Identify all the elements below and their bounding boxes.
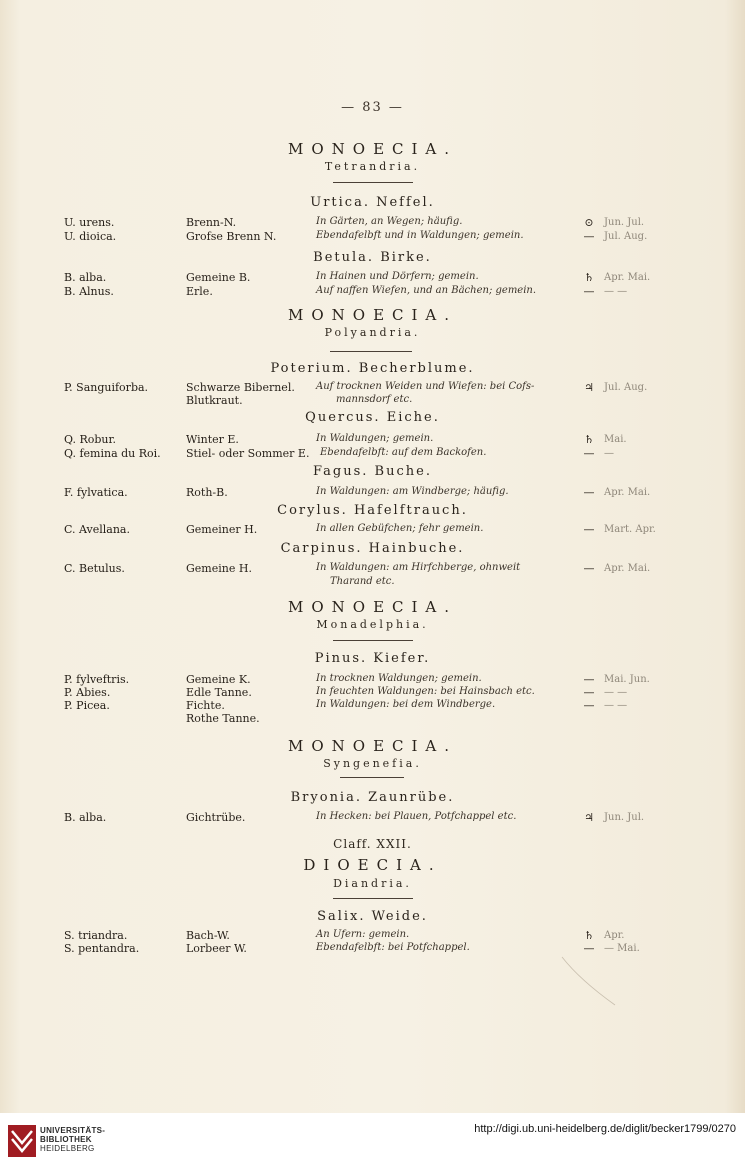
pencil-mark xyxy=(560,955,620,1015)
habitat: An Ufern: gemein. xyxy=(316,929,410,940)
german-name-alt: Blutkraut. xyxy=(186,394,243,407)
lifeform-symbol: — xyxy=(583,699,595,712)
logo-text-line2: BIBLIOTHEK xyxy=(40,1135,92,1144)
lifeform-symbol: — xyxy=(583,230,595,243)
german-name: Gemeine B. xyxy=(186,271,251,284)
flowering-months: Jul. Aug. xyxy=(604,231,648,242)
german-name: Schwarze Bibernel. xyxy=(186,381,295,394)
habitat-continued: Tharand etc. xyxy=(330,576,395,587)
species-name: P. fylveftris. xyxy=(64,673,130,686)
lifeform-symbol: ♄ xyxy=(584,929,594,942)
species-name: F. fylvatica. xyxy=(64,486,128,499)
divider xyxy=(333,640,413,641)
german-name: Erle. xyxy=(186,285,213,298)
lifeform-symbol: — xyxy=(583,486,595,499)
lifeform-symbol: — xyxy=(583,523,595,536)
page-number: — 83 — xyxy=(341,100,404,115)
class-heading: DIOECIA. xyxy=(303,856,442,874)
divider xyxy=(330,351,412,352)
flowering-months: Apr. Mai. xyxy=(604,563,651,574)
genus-heading: Corylus. Hafelftrauch. xyxy=(277,503,468,518)
source-url-link[interactable]: http://digi.ub.uni-heidelberg.de/diglit/becker1799/0270 xyxy=(474,1123,736,1135)
class-heading: MONOECIA. xyxy=(287,737,458,755)
flowering-months: Jul. Aug. xyxy=(604,382,648,393)
habitat: In Waldungen; gemein. xyxy=(316,433,434,444)
class-heading: MONOECIA. xyxy=(287,140,458,158)
species-name: S. triandra. xyxy=(64,929,128,942)
order-heading: Monadelphia. xyxy=(316,618,429,631)
lifeform-symbol: — xyxy=(583,942,595,955)
logo-text-line1: UNIVERSITÄTS- xyxy=(40,1126,106,1135)
flowering-months: — — xyxy=(604,286,628,297)
species-name: U. urens. xyxy=(64,216,115,229)
german-name: Edle Tanne. xyxy=(186,686,252,699)
habitat: Ebendafelbft: bei Potfchappel. xyxy=(316,942,470,953)
order-heading: Diandria. xyxy=(333,877,412,890)
flowering-months: Jun. Jul. xyxy=(604,217,645,228)
german-name: Fichte. xyxy=(186,699,225,712)
habitat: In Waldungen: am Hirfchberge, ohnweit xyxy=(316,562,521,573)
genus-heading: Betula. Birke. xyxy=(313,250,432,265)
genus-heading: Salix. Weide. xyxy=(317,909,428,924)
lifeform-symbol: ♃ xyxy=(584,381,594,394)
flowering-months: Apr. Mai. xyxy=(604,272,651,283)
german-name-alt: Rothe Tanne. xyxy=(186,712,260,725)
habitat: Auf trocknen Weiden und Wiefen: bei Cofs- xyxy=(316,381,535,392)
habitat: In allen Gebüfchen; fehr gemein. xyxy=(316,523,484,534)
flowering-months: — xyxy=(604,448,614,459)
divider xyxy=(333,898,413,899)
habitat: Auf naffen Wiefen, und an Bächen; gemein. xyxy=(316,285,537,296)
species-name: C. Avellana. xyxy=(64,523,130,536)
lifeform-symbol: ♃ xyxy=(584,811,594,824)
species-name: U. dioica. xyxy=(64,230,117,243)
german-name: Stiel- oder Sommer E. xyxy=(186,447,310,460)
genus-heading: Urtica. Neffel. xyxy=(310,195,435,210)
species-name: S. pentandra. xyxy=(64,942,140,955)
classis-label: Claff. XXII. xyxy=(333,837,412,851)
divider xyxy=(340,777,404,778)
habitat: In trocknen Waldungen; gemein. xyxy=(316,673,482,684)
german-name: Grofse Brenn N. xyxy=(186,230,277,243)
species-name: P. Sanguiforba. xyxy=(64,381,149,394)
species-name: Q. Robur. xyxy=(64,433,117,446)
genus-heading: Fagus. Buche. xyxy=(313,464,432,479)
genus-heading: Quercus. Eiche. xyxy=(305,410,440,425)
german-name: Gemeiner H. xyxy=(186,523,258,536)
german-name: Gichtrübe. xyxy=(186,811,246,824)
lifeform-symbol: ♄ xyxy=(584,433,594,446)
lifeform-symbol: — xyxy=(583,673,595,686)
habitat: In Hecken: bei Plauen, Potfchappel etc. xyxy=(316,811,517,822)
flowering-months: Mai. xyxy=(604,434,627,445)
german-name: Winter E. xyxy=(186,433,239,446)
species-name: B. alba. xyxy=(64,811,107,824)
genus-heading: Bryonia. Zaunrübe. xyxy=(290,790,455,805)
class-heading: MONOECIA. xyxy=(287,598,458,616)
flowering-months: Mai. Jun. xyxy=(604,674,650,685)
order-heading: Tetrandria. xyxy=(324,160,421,173)
class-heading: MONOECIA. xyxy=(287,306,458,324)
logo-text-line3: HEIDELBERG xyxy=(40,1144,95,1153)
habitat: In Waldungen: bei dem Windberge. xyxy=(316,699,496,710)
species-name: B. alba. xyxy=(64,271,107,284)
species-name: P. Picea. xyxy=(64,699,110,712)
genus-heading: Poterium. Becherblume. xyxy=(270,361,475,376)
lifeform-symbol: — xyxy=(583,562,595,575)
flowering-months: — — xyxy=(604,700,628,711)
lifeform-symbol: — xyxy=(583,686,595,699)
flowering-months: Apr. xyxy=(604,930,625,941)
order-heading: Syngenefia. xyxy=(323,757,422,770)
divider xyxy=(333,182,413,183)
german-name: Brenn-N. xyxy=(186,216,237,229)
habitat-continued: mannsdorf etc. xyxy=(336,394,413,405)
habitat: In feuchten Waldungen: bei Hainsbach etc. xyxy=(316,686,535,697)
habitat: In Waldungen: am Windberge; häufig. xyxy=(316,486,509,497)
flowering-months: Apr. Mai. xyxy=(604,487,651,498)
habitat: In Gärten, an Wegen; häufig. xyxy=(316,216,463,227)
species-name: B. Alnus. xyxy=(64,285,114,298)
habitat: Ebendafelbft: auf dem Backofen. xyxy=(320,447,487,458)
order-heading: Polyandria. xyxy=(324,326,421,339)
habitat: Ebendafelbft und in Waldungen; gemein. xyxy=(316,230,524,241)
species-name: Q. femina du Roi. xyxy=(64,447,161,460)
genus-heading: Carpinus. Hainbuche. xyxy=(280,541,465,556)
german-name: Lorbeer W. xyxy=(186,942,247,955)
german-name: Gemeine H. xyxy=(186,562,252,575)
genus-heading: Pinus. Kiefer. xyxy=(314,651,431,666)
flowering-months: — Mai. xyxy=(604,943,640,954)
species-name: P. Abies. xyxy=(64,686,111,699)
lifeform-symbol: ♄ xyxy=(584,271,594,284)
flowering-months: Mart. Apr. xyxy=(604,524,656,535)
german-name: Gemeine K. xyxy=(186,673,251,686)
footer-bar xyxy=(0,1113,745,1170)
german-name: Roth-B. xyxy=(186,486,228,499)
lifeform-symbol: — xyxy=(583,285,595,298)
flowering-months: Jun. Jul. xyxy=(604,812,645,823)
lifeform-symbol: ⊙ xyxy=(584,216,594,229)
habitat: In Hainen und Dörfern; gemein. xyxy=(316,271,479,282)
species-name: C. Betulus. xyxy=(64,562,125,575)
flowering-months: — — xyxy=(604,687,628,698)
german-name: Bach-W. xyxy=(186,929,230,942)
library-logo-icon xyxy=(8,1125,36,1157)
lifeform-symbol: — xyxy=(583,447,595,460)
